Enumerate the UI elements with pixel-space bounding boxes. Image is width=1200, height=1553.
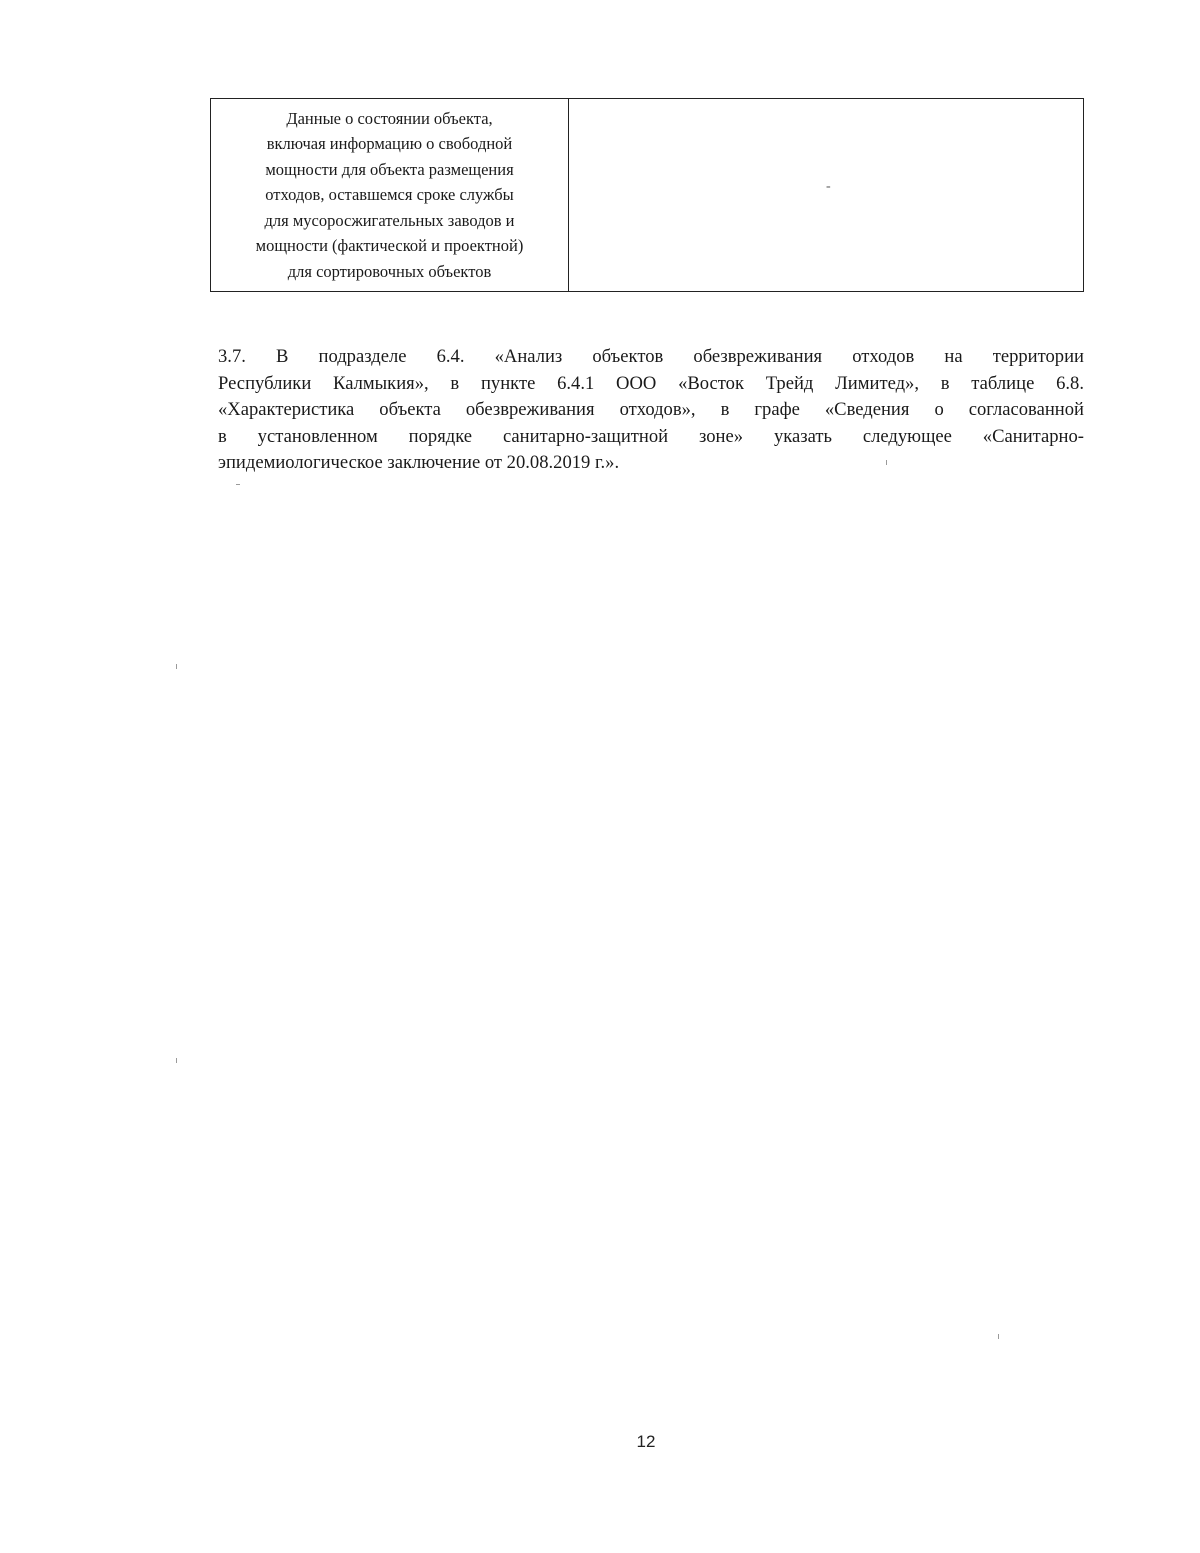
table-label-line: включая информацию о свободной [266, 134, 513, 154]
paragraph-line: в установленном порядке санитарно-защитной зоне» указать следующее «Санитарно- [218, 425, 1084, 447]
amendment-paragraph [218, 344, 1084, 477]
table-label-line: отходов, оставшемся сроке службы [265, 185, 514, 205]
paragraph-line: «Характеристика объекта обезвреживания отходов», в графе «Сведения о согласованной [218, 399, 1084, 420]
table-row [211, 99, 1084, 292]
table-label-line: для мусоросжигательных заводов и [264, 210, 515, 230]
table-label-line: для сортировочных объектов [287, 261, 492, 281]
paragraph-line: Республики Калмыкия», в пункте 6.4.1 ООО «Восток Трейд Лимитед», в таблице 6.8. [218, 372, 1084, 394]
table-value-cell [569, 99, 1084, 292]
scan-speck [176, 664, 177, 669]
table-label-line: мощности для объекта размещения [265, 159, 514, 179]
table-label-cell [211, 99, 569, 292]
table-label-line: Данные о состоянии объекта, [286, 108, 493, 128]
paragraph-line: 3.7. В подразделе 6.4. «Анализ объектов обезвреживания отходов на территории [218, 346, 1084, 367]
scan-speck [236, 484, 240, 485]
table-value-text: - [826, 179, 831, 194]
scan-speck [998, 1334, 999, 1339]
table-label-line: мощности (фактической и проектной) [255, 236, 524, 256]
paragraph-line: эпидемиологическое заключение от 20.08.2019 г.». [218, 452, 620, 473]
scan-speck [886, 460, 887, 465]
info-table [210, 98, 1084, 292]
scan-speck [176, 1058, 177, 1063]
page-number: 12 [636, 1432, 656, 1451]
